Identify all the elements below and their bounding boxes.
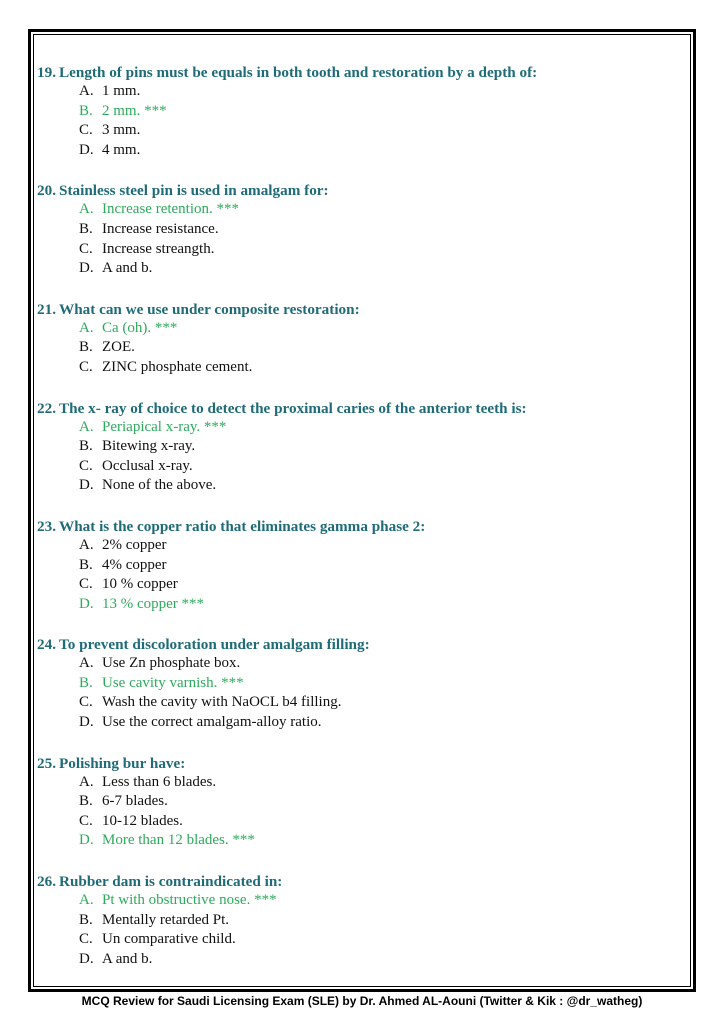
answer-option bbox=[37, 654, 677, 674]
option-text: Un comparative child. bbox=[102, 931, 236, 948]
option-letter: B. bbox=[79, 911, 93, 928]
answer-option-correct bbox=[37, 891, 677, 911]
option-letter: A. bbox=[79, 319, 94, 336]
option-letter: B. bbox=[79, 438, 93, 455]
option-text: Increase streangth. bbox=[102, 240, 215, 257]
answer-option bbox=[37, 358, 677, 378]
option-list bbox=[37, 418, 677, 496]
question-text: What is the copper ratio that eliminates gamma phase 2: bbox=[59, 517, 426, 535]
option-text: 1 mm. bbox=[102, 83, 141, 99]
question-heading bbox=[37, 517, 677, 536]
answer-option bbox=[37, 950, 677, 970]
question-heading bbox=[37, 300, 677, 319]
question-text: To prevent discoloration under amalgam filling: bbox=[59, 636, 370, 654]
option-text: A and b. bbox=[102, 950, 153, 967]
option-text: Occlusal x-ray. bbox=[102, 457, 193, 474]
option-text: Use the correct amalgam-alloy ratio. bbox=[102, 714, 322, 731]
answer-option bbox=[37, 437, 677, 457]
question-block bbox=[37, 300, 677, 378]
option-text: Pt with obstructive nose. *** bbox=[102, 892, 277, 909]
question-number: 22. bbox=[37, 399, 56, 417]
answer-option bbox=[37, 792, 677, 812]
answer-option bbox=[37, 121, 677, 141]
answer-option-correct bbox=[37, 102, 677, 122]
option-letter: C. bbox=[79, 240, 93, 257]
option-letter: C. bbox=[79, 457, 93, 474]
option-list bbox=[37, 536, 677, 614]
question-heading bbox=[37, 754, 677, 773]
question-heading bbox=[37, 872, 677, 891]
option-list bbox=[37, 82, 677, 160]
option-letter: A. bbox=[79, 773, 94, 790]
option-text: 6-7 blades. bbox=[102, 793, 168, 810]
question-text: Polishing bur have: bbox=[59, 754, 186, 772]
option-letter: C. bbox=[79, 694, 93, 711]
question-text: What can we use under composite restoration: bbox=[59, 300, 360, 318]
answer-option bbox=[37, 911, 677, 931]
option-letter: A. bbox=[79, 655, 94, 672]
option-text: Bitewing x-ray. bbox=[102, 438, 196, 455]
question-text: The x- ray of choice to detect the proximal caries of the anterior teeth is: bbox=[59, 399, 527, 417]
question-number: 20. bbox=[37, 182, 56, 200]
option-letter: A. bbox=[79, 83, 94, 99]
option-letter: C. bbox=[79, 576, 93, 593]
option-letter: B. bbox=[79, 339, 93, 356]
answer-option bbox=[37, 220, 677, 240]
question-number: 19. bbox=[37, 64, 56, 81]
answer-option-correct bbox=[37, 595, 677, 615]
option-letter: D. bbox=[79, 260, 94, 277]
option-letter: A. bbox=[79, 418, 94, 435]
question-heading bbox=[37, 399, 677, 418]
question-block bbox=[37, 517, 677, 614]
question-list bbox=[37, 63, 677, 990]
question-block bbox=[37, 399, 677, 496]
option-text: Increase retention. *** bbox=[102, 201, 240, 218]
page-footer: MCQ Review for Saudi Licensing Exam (SLE) by Dr. Ahmed AL-Aouni (Twitter & Kik : @dr_watheg) bbox=[81, 994, 643, 1008]
answer-option bbox=[37, 259, 677, 279]
question-number: 23. bbox=[37, 517, 56, 535]
question-heading bbox=[37, 63, 677, 82]
answer-option-correct bbox=[37, 674, 677, 694]
option-text: Increase resistance. bbox=[102, 220, 219, 237]
answer-option bbox=[37, 930, 677, 950]
answer-option bbox=[37, 536, 677, 556]
answer-option bbox=[37, 556, 677, 576]
answer-option bbox=[37, 713, 677, 733]
option-text: None of the above. bbox=[102, 477, 217, 494]
question-block bbox=[37, 872, 677, 969]
option-letter: B. bbox=[79, 102, 93, 119]
option-text: 2% copper bbox=[102, 536, 167, 553]
option-letter: D. bbox=[79, 595, 94, 612]
option-text: A and b. bbox=[102, 260, 153, 277]
answer-option bbox=[37, 693, 677, 713]
question-number: 25. bbox=[37, 754, 56, 772]
option-text: 10 % copper bbox=[102, 576, 178, 593]
option-letter: B. bbox=[79, 793, 93, 810]
option-list bbox=[37, 891, 677, 969]
option-text: Mentally retarded Pt. bbox=[102, 911, 230, 928]
answer-option bbox=[37, 141, 677, 161]
option-letter: B. bbox=[79, 220, 93, 237]
option-letter: C. bbox=[79, 122, 93, 139]
option-text: Use Zn phosphate box. bbox=[102, 655, 241, 672]
question-heading bbox=[37, 181, 677, 200]
answer-option bbox=[37, 773, 677, 793]
option-text: Less than 6 blades. bbox=[102, 773, 217, 790]
answer-option bbox=[37, 338, 677, 358]
option-letter: C. bbox=[79, 812, 93, 829]
option-letter: D. bbox=[79, 950, 94, 967]
option-letter: C. bbox=[79, 931, 93, 948]
question-block bbox=[37, 635, 677, 732]
question-number: 26. bbox=[37, 873, 56, 891]
option-letter: A. bbox=[79, 892, 94, 909]
question-block bbox=[37, 63, 677, 160]
option-list bbox=[37, 319, 677, 378]
option-letter: D. bbox=[79, 477, 94, 494]
question-number: 21. bbox=[37, 300, 56, 318]
option-letter: A. bbox=[79, 201, 94, 218]
option-list bbox=[37, 200, 677, 278]
option-text: Use cavity varnish. *** bbox=[102, 674, 244, 691]
option-text: 4 mm. bbox=[102, 141, 141, 158]
answer-option-correct bbox=[37, 418, 677, 438]
question-text: Rubber dam is contraindicated in: bbox=[59, 873, 283, 891]
option-text: 2 mm. *** bbox=[102, 102, 167, 119]
option-list bbox=[37, 773, 677, 851]
option-letter: A. bbox=[79, 536, 94, 553]
option-text: Periapical x-ray. *** bbox=[102, 418, 227, 435]
question-text: Stainless steel pin is used in amalgam for: bbox=[59, 182, 329, 200]
option-text: Ca (oh). *** bbox=[102, 319, 178, 336]
option-text: 4% copper bbox=[102, 556, 167, 573]
answer-option bbox=[37, 82, 677, 102]
option-text: 10-12 blades. bbox=[102, 812, 183, 829]
option-letter: C. bbox=[79, 358, 93, 375]
question-heading bbox=[37, 635, 677, 654]
option-text: More than 12 blades. *** bbox=[102, 832, 255, 849]
answer-option-correct bbox=[37, 200, 677, 220]
answer-option-correct bbox=[37, 319, 677, 339]
option-text: Wash the cavity with NaOCL b4 filling. bbox=[102, 694, 342, 711]
question-block bbox=[37, 181, 677, 278]
option-text: ZINC phosphate cement. bbox=[102, 358, 253, 375]
answer-option bbox=[37, 575, 677, 595]
option-text: ZOE. bbox=[102, 339, 135, 356]
option-text: 13 % copper *** bbox=[102, 595, 205, 612]
answer-option bbox=[37, 240, 677, 260]
question-block bbox=[37, 754, 677, 851]
option-letter: D. bbox=[79, 141, 94, 158]
option-text: 3 mm. bbox=[102, 122, 141, 139]
option-letter: D. bbox=[79, 832, 94, 849]
option-letter: D. bbox=[79, 714, 94, 731]
answer-option bbox=[37, 812, 677, 832]
answer-option-correct bbox=[37, 831, 677, 851]
answer-option bbox=[37, 476, 677, 496]
question-text: Length of pins must be equals in both tooth and restoration by a depth of: bbox=[59, 64, 538, 81]
option-letter: B. bbox=[79, 556, 93, 573]
question-number: 24. bbox=[37, 636, 56, 654]
option-list bbox=[37, 654, 677, 732]
answer-option bbox=[37, 457, 677, 477]
option-letter: B. bbox=[79, 674, 93, 691]
